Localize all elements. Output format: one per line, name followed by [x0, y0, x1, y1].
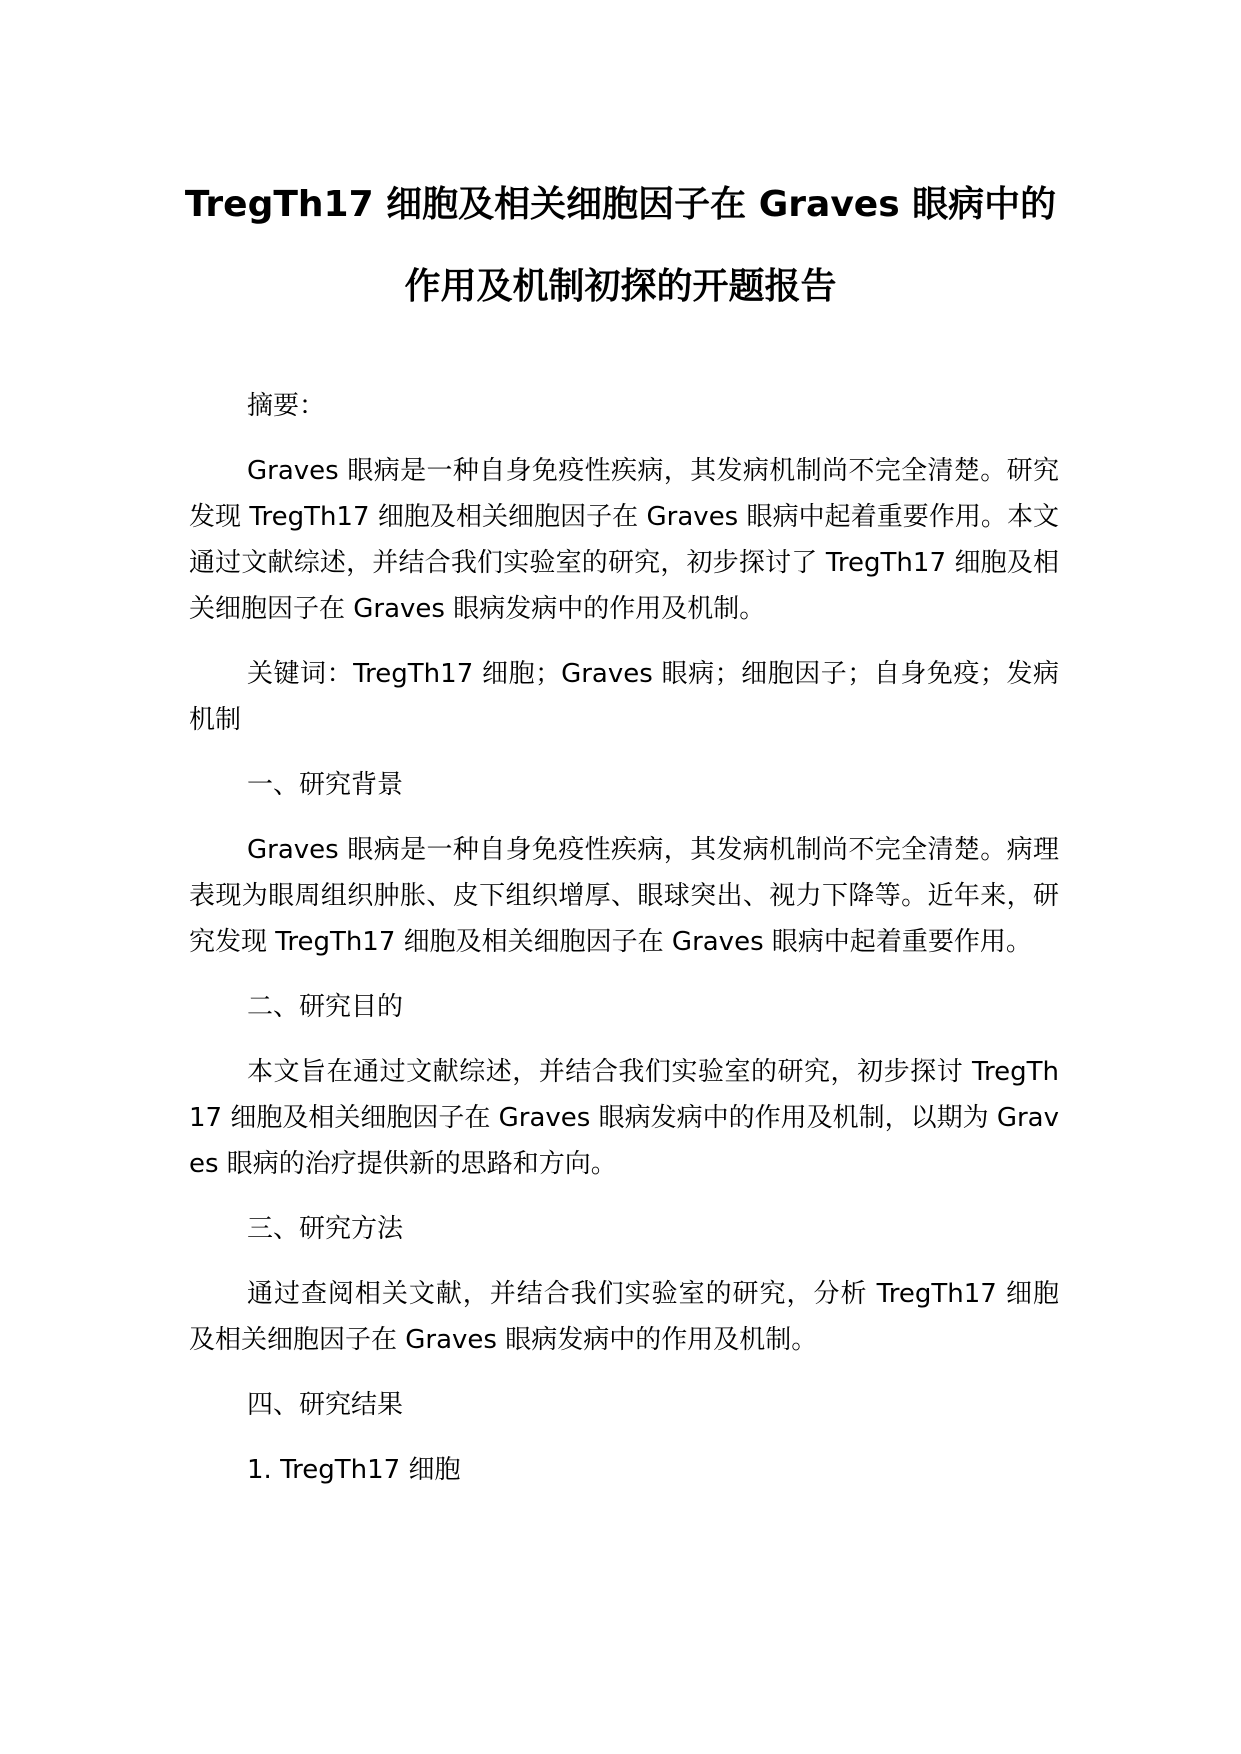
keywords: 关键词：TregTh17 细胞；Graves 眼病；细胞因子；自身免疫；发病机制 — [189, 659, 1059, 735]
section-background-heading: 一、研究背景 — [247, 770, 404, 800]
section-methods-heading: 三、研究方法 — [247, 1214, 404, 1244]
document-title-line-1: TregTh17 细胞及相关细胞因子在 Graves 眼病中的 — [184, 184, 1057, 225]
section-results-heading: 四、研究结果 — [247, 1390, 404, 1420]
section-objective-heading: 二、研究目的 — [247, 992, 404, 1022]
section-methods-text: 通过查阅相关文献，并结合我们实验室的研究，分析 TregTh17 细胞及相关细胞因子在 Graves 眼病发病中的作用及机制。 — [189, 1279, 1059, 1355]
section-results-item-1: 1. TregTh17 细胞 — [247, 1455, 461, 1485]
abstract-heading: 摘要： — [247, 391, 326, 421]
section-background-text: Graves 眼病是一种自身免疫性疾病，其发病机制尚不完全清楚。病理表现为眼周组织肿胀、皮下组织增厚、眼球突出、视力下降等。近年来，研究发现 TregTh17 细胞及相关细胞因子在 Graves 眼病中起着重要作用。 — [189, 835, 1059, 957]
section-objective-text: 本文旨在通过文献综述，并结合我们实验室的研究，初步探讨 TregTh17 细胞及相关细胞因子在 Graves 眼病发病中的作用及机制，以期为 Graves 眼病的治疗提供新的思路和方向。 — [189, 1057, 1059, 1179]
document-body — [189, 383, 1059, 1493]
abstract-text: Graves 眼病是一种自身免疫性疾病，其发病机制尚不完全清楚。研究发现 TregTh17 细胞及相关细胞因子在 Graves 眼病中起着重要作用。本文通过文献综述，并结合我们实验室的研究，初步探讨了 TregTh17 细胞及相关细胞因子在 Graves 眼病发病中的作用及机制。 — [189, 456, 1059, 624]
document-title-line-2: 作用及机制初探的开题报告 — [404, 266, 837, 307]
